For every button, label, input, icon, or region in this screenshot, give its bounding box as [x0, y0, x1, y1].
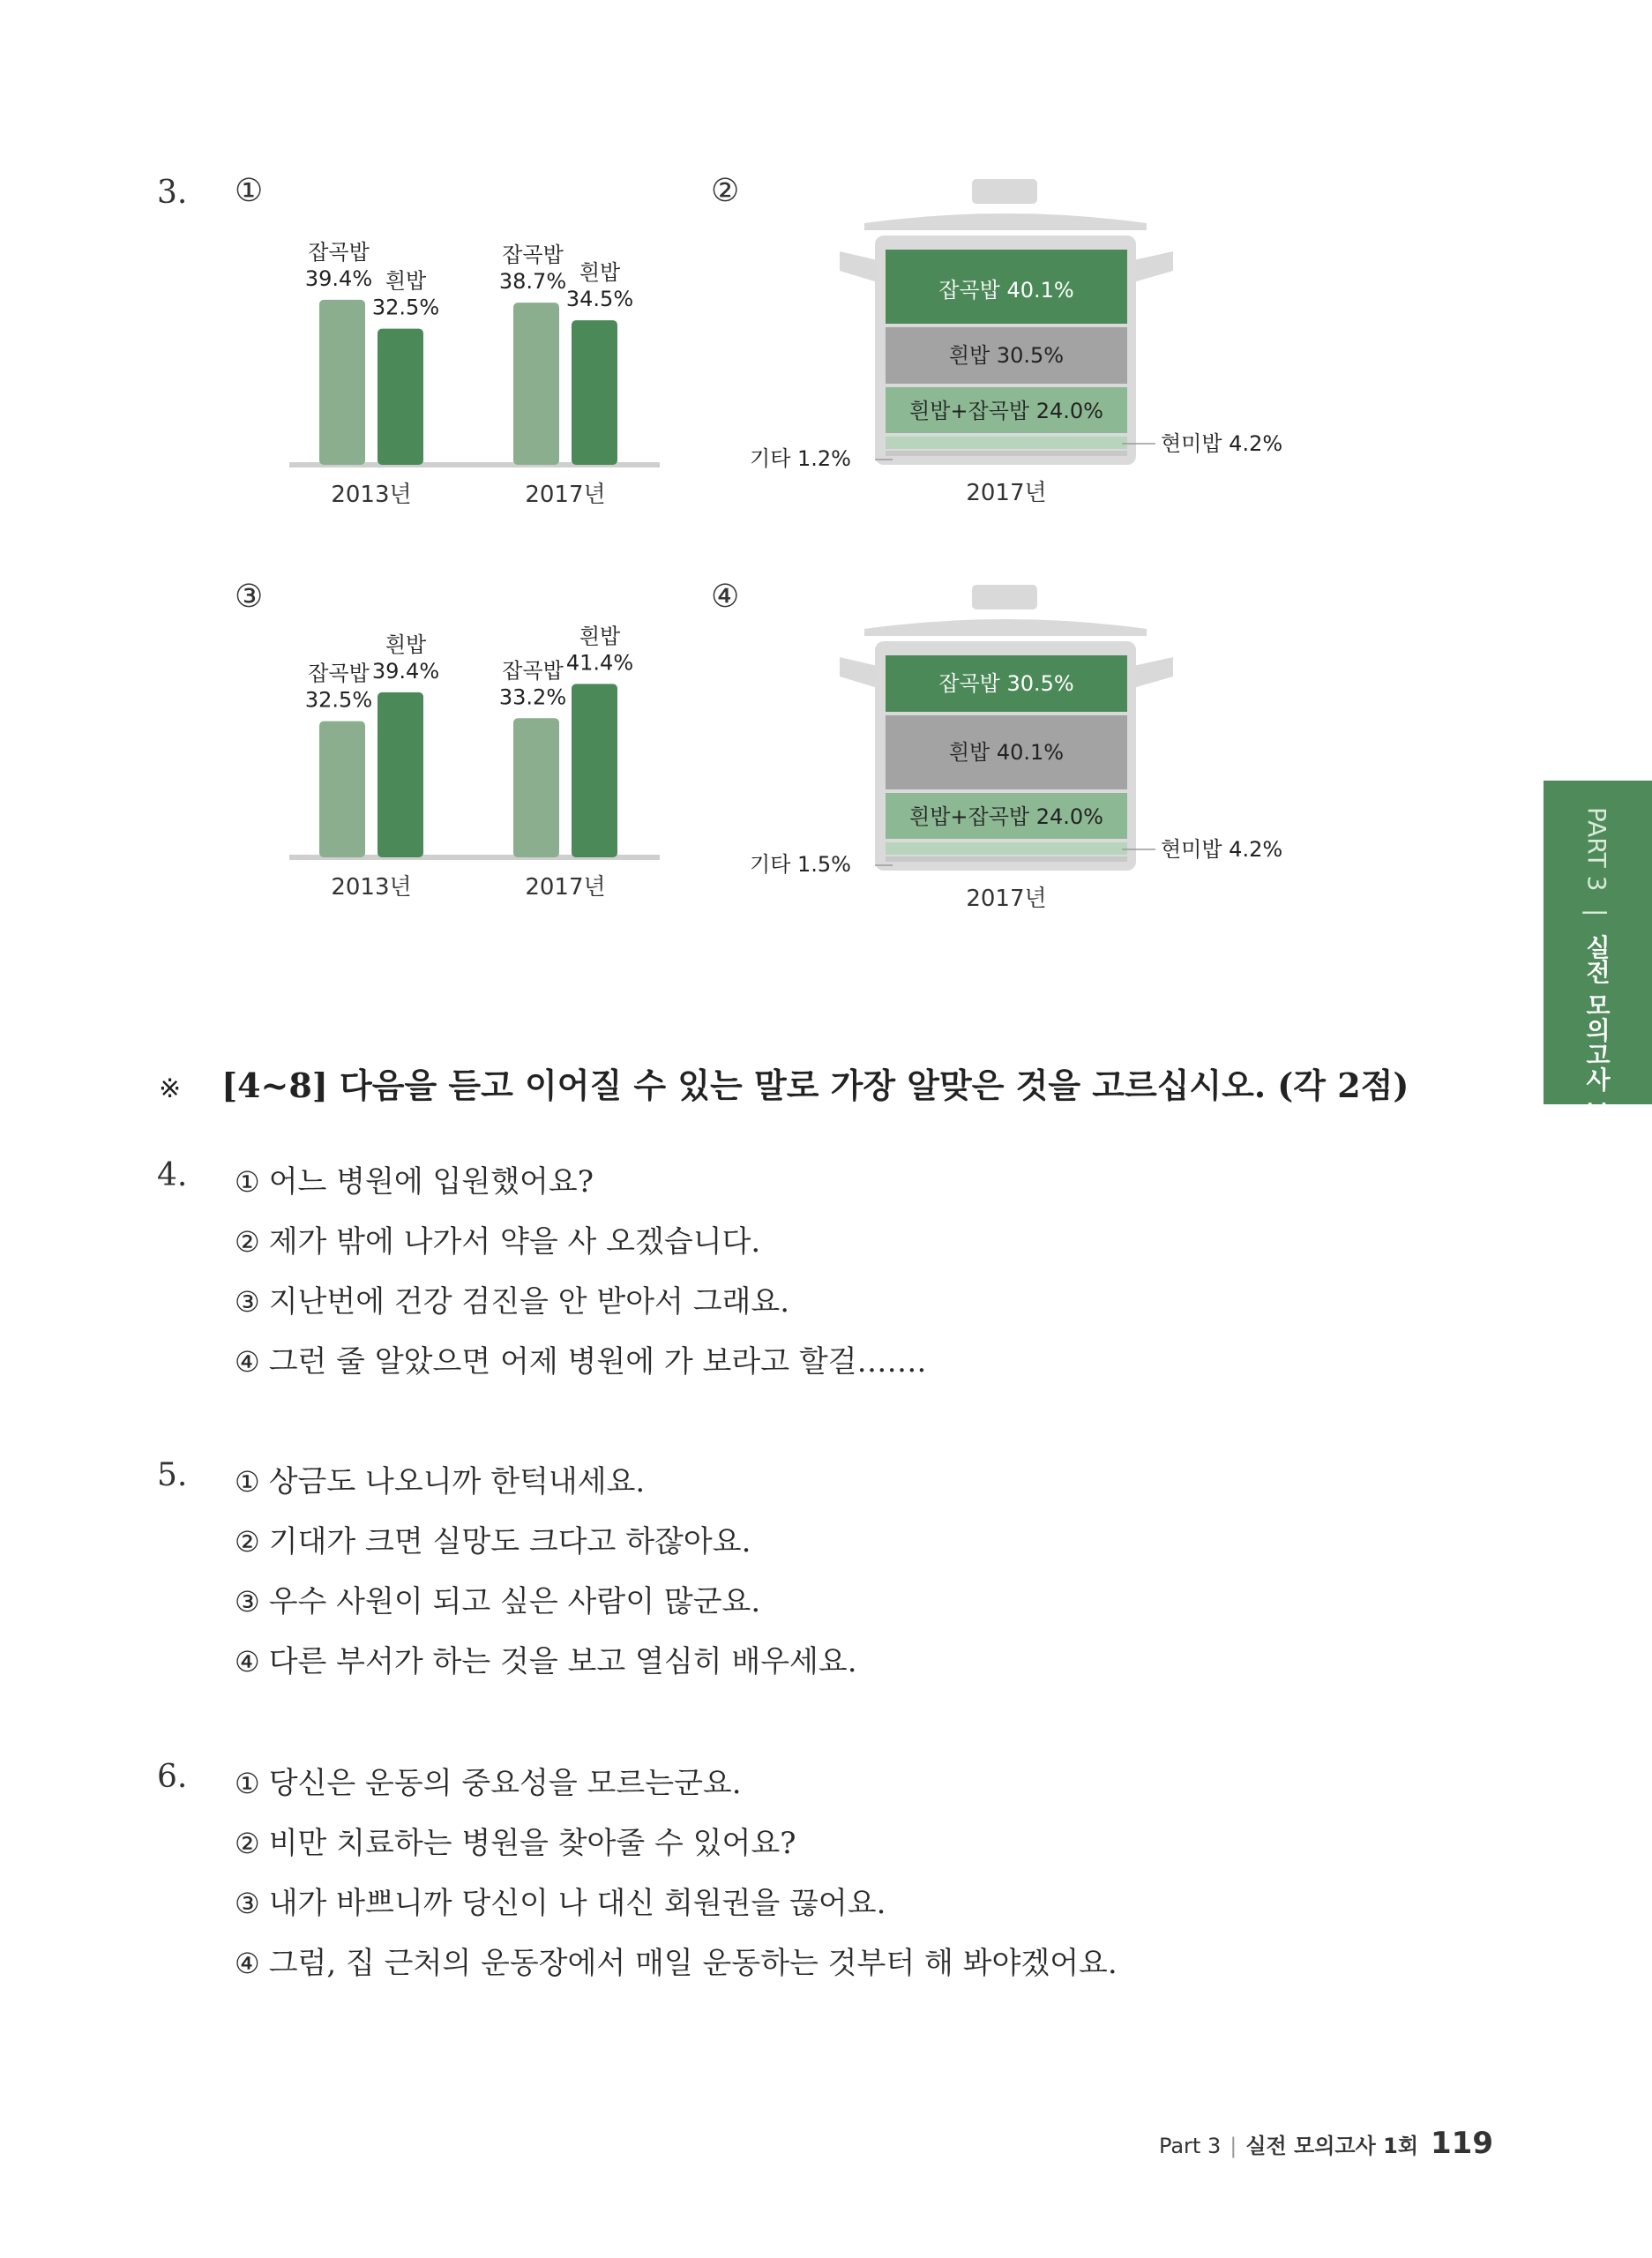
bar-series-label: 잡곡밥 — [502, 658, 564, 684]
bar-series-label: 잡곡밥 — [308, 661, 370, 686]
pot-left-handle — [840, 251, 878, 282]
option-marker: ① — [235, 1165, 260, 1199]
q5-option-4[interactable] — [235, 1637, 857, 1680]
pot-lid — [864, 213, 1147, 230]
bar-value-label: 39.4% — [304, 265, 373, 291]
option-marker: ④ — [235, 1947, 260, 1980]
pot-layer-other — [886, 451, 1127, 456]
bar-value-label: 32.5% — [371, 295, 440, 320]
option-marker: ① — [235, 1465, 260, 1499]
bar-2017년-잡곡밥 — [513, 303, 559, 465]
side-part: PART 3 — [1582, 807, 1611, 892]
bar-series-label: 잡곡밥 — [502, 243, 564, 268]
pot-lid-handle — [972, 585, 1037, 609]
option-marker: ④ — [235, 1645, 260, 1679]
q4-option-2[interactable] — [235, 1217, 760, 1260]
pot-left-handle — [840, 657, 878, 688]
option-marker: ② — [235, 1525, 260, 1559]
brown-rice-label: 현미밥 4.2% — [1161, 431, 1283, 456]
pot-layer-other — [886, 856, 1127, 862]
side-sep: | — [1582, 908, 1611, 917]
q4-option-4[interactable] — [235, 1337, 926, 1380]
bar-series-label: 흰밥 — [385, 268, 427, 294]
year-label: 2013년 — [331, 482, 412, 508]
bar-value-label: 32.5% — [304, 687, 373, 713]
instruction-text: [4~8] 다음을 듣고 이어질 수 있는 말로 가장 알맞은 것을 고르십시오. (각 2점) — [221, 1065, 1409, 1105]
layer-label-grain: 잡곡밥 40.1% — [938, 278, 1074, 303]
bar-value-label: 38.7% — [498, 269, 567, 295]
pot-right-handle — [1133, 251, 1173, 282]
brown-rice-label: 현미밥 4.2% — [1161, 837, 1283, 862]
pot-year-label: 2017년 — [966, 886, 1047, 912]
option-marker: ③ — [235, 1585, 260, 1619]
q6-option-4[interactable] — [235, 1939, 1118, 1982]
instruction — [159, 1058, 1409, 1107]
option-3-marker[interactable]: ③ — [235, 579, 264, 615]
pot-chart-option-4 — [741, 578, 1305, 922]
option-text: 지난번에 건강 검진을 안 받아서 그래요. — [268, 1284, 790, 1320]
other-label: 기타 1.2% — [750, 446, 851, 471]
side-title: 실전 모의고사 1회 — [1582, 934, 1611, 1142]
side-chapter-label — [1579, 807, 1614, 1141]
pot-lid-handle — [972, 179, 1037, 204]
q5-option-1[interactable] — [235, 1457, 645, 1500]
layer-label-white: 흰밥 30.5% — [948, 343, 1065, 368]
other-label: 기타 1.5% — [750, 852, 851, 877]
option-4-marker[interactable]: ④ — [711, 579, 740, 615]
q6-option-3[interactable] — [235, 1879, 886, 1922]
bar-value-label: 39.4% — [371, 658, 440, 684]
instruction-mark: ※ — [159, 1073, 182, 1104]
pot-year-label: 2017년 — [966, 480, 1047, 506]
footer-sep: | — [1230, 2134, 1237, 2158]
footer-title: 실전 모의고사 1회 — [1245, 2134, 1419, 2158]
option-marker: ② — [235, 1827, 260, 1860]
bar-chart-option-3 — [273, 617, 670, 917]
pot-layer-brown — [886, 842, 1127, 855]
page-number: 119 — [1431, 2126, 1493, 2161]
bar-value-label: 41.4% — [565, 650, 634, 676]
q5-option-2[interactable] — [235, 1517, 751, 1560]
option-text: 기대가 크면 실망도 크다고 하잖아요. — [268, 1524, 751, 1559]
q6-option-1[interactable] — [235, 1759, 742, 1802]
bar-series-label: 흰밥 — [579, 260, 621, 286]
pot-layer-brown — [886, 437, 1127, 449]
page-footer — [1159, 2126, 1493, 2161]
bar-series-label: 흰밥 — [385, 632, 427, 657]
option-text: 그런 줄 알았으면 어제 병원에 가 보라고 할걸……. — [268, 1344, 927, 1379]
layer-label-mixed: 흰밥+잡곡밥 24.0% — [909, 804, 1103, 829]
option-1-marker[interactable]: ① — [235, 173, 264, 209]
option-text: 당신은 운동의 중요성을 모르는군요. — [268, 1766, 742, 1801]
year-label: 2017년 — [525, 482, 606, 508]
option-text: 우수 사원이 되고 싶은 사람이 많군요. — [268, 1584, 761, 1619]
q5-option-3[interactable] — [235, 1577, 760, 1620]
option-text: 어느 병원에 입원했어요? — [268, 1164, 594, 1200]
option-text: 내가 바쁘니까 당신이 나 대신 회원권을 끊어요. — [268, 1886, 886, 1921]
bar-2013년-흰밥 — [377, 692, 423, 857]
question-3-number: 3. — [157, 175, 188, 211]
option-text: 제가 밖에 나가서 약을 사 오겠습니다. — [268, 1224, 761, 1260]
year-label: 2017년 — [525, 874, 606, 901]
q6-option-2[interactable] — [235, 1819, 796, 1862]
layer-label-mixed: 흰밥+잡곡밥 24.0% — [909, 399, 1103, 423]
option-2-marker[interactable]: ② — [711, 173, 740, 209]
bar-value-label: 33.2% — [498, 684, 567, 710]
option-text: 다른 부서가 하는 것을 보고 열심히 배우세요. — [268, 1644, 857, 1679]
option-marker: ① — [235, 1767, 260, 1800]
question-5-number: 5. — [157, 1457, 188, 1493]
bar-series-label: 잡곡밥 — [308, 239, 370, 265]
pot-lid — [864, 619, 1147, 636]
pot-chart-option-2 — [741, 172, 1305, 516]
bar-2013년-잡곡밥 — [319, 300, 365, 465]
footer-part: Part 3 — [1158, 2134, 1222, 2158]
option-marker: ③ — [235, 1887, 260, 1920]
bar-chart-option-1 — [273, 225, 670, 525]
option-text: 비만 치료하는 병원을 찾아줄 수 있어요? — [268, 1826, 796, 1861]
option-text: 그럼, 집 근처의 운동장에서 매일 운동하는 것부터 해 봐야겠어요. — [268, 1946, 1118, 1981]
q4-option-1[interactable] — [235, 1157, 594, 1200]
question-4-number: 4. — [157, 1157, 188, 1193]
question-6-number: 6. — [157, 1759, 188, 1795]
pot-right-handle — [1133, 657, 1173, 688]
option-marker: ③ — [235, 1285, 260, 1319]
layer-label-grain: 잡곡밥 30.5% — [938, 671, 1074, 696]
bar-2013년-잡곡밥 — [319, 722, 365, 857]
option-text: 상금도 나오니까 한턱내세요. — [268, 1464, 646, 1499]
year-label: 2013년 — [331, 874, 412, 901]
bar-2017년-잡곡밥 — [513, 718, 559, 857]
bar-2017년-흰밥 — [572, 320, 617, 465]
bar-2013년-흰밥 — [377, 329, 423, 465]
bar-value-label: 34.5% — [565, 287, 634, 312]
option-marker: ② — [235, 1225, 260, 1259]
option-marker: ④ — [235, 1345, 260, 1379]
bar-series-label: 흰밥 — [579, 624, 621, 649]
layer-label-white: 흰밥 40.1% — [948, 740, 1065, 765]
q4-option-3[interactable] — [235, 1277, 789, 1320]
bar-2017년-흰밥 — [572, 684, 617, 857]
